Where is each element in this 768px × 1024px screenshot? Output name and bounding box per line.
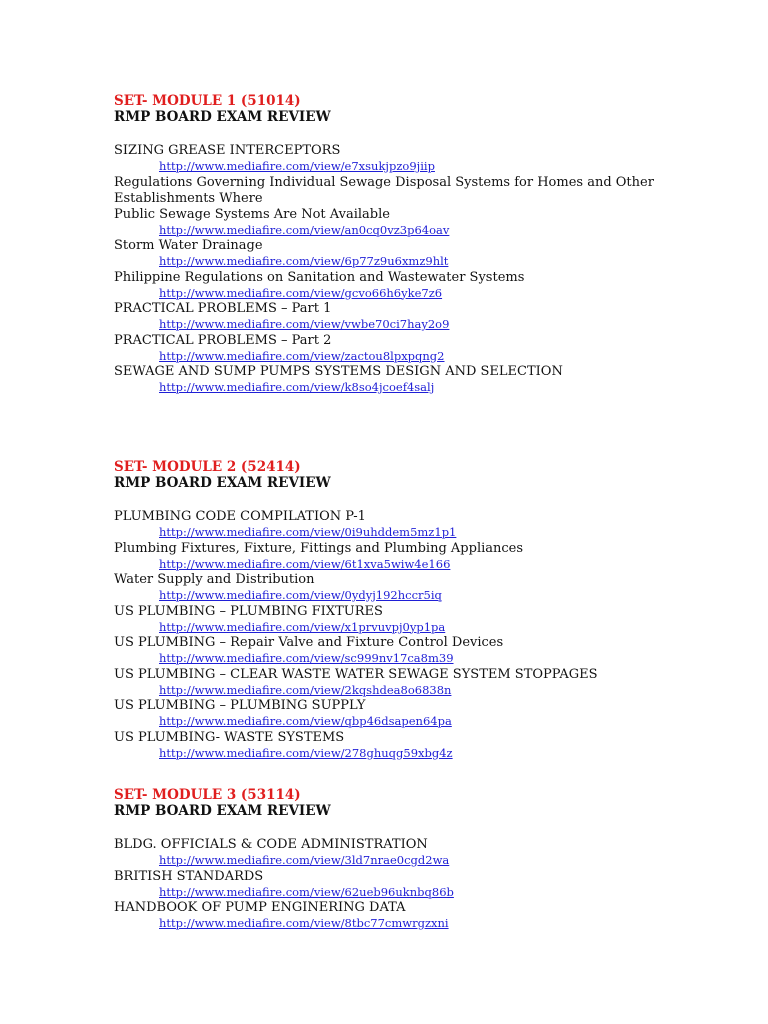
- module-subtitle: RMP BOARD EXAM REVIEW: [114, 109, 331, 125]
- list-item: [114, 175, 724, 207]
- list-item: [114, 900, 724, 932]
- item-link[interactable]: http://www.mediafire.com/view/62ueb96uknbq86b: [159, 884, 454, 899]
- item-link[interactable]: http://www.mediafire.com/view/an0cq0vz3p64oav: [159, 222, 450, 237]
- item-title: SIZING GREASE INTERCEPTORS: [114, 143, 341, 158]
- list-item: [114, 635, 724, 667]
- spacer: [114, 819, 724, 837]
- item-title: Regulations Governing Individual Sewage Disposal Systems for Homes and Other Establishments Where: [114, 174, 654, 206]
- spacer: [114, 491, 724, 509]
- list-item: [114, 667, 724, 699]
- item-link[interactable]: http://www.mediafire.com/view/gcvo66h6yke7z6: [159, 285, 443, 300]
- list-item: [114, 270, 724, 302]
- list-item: [114, 698, 724, 730]
- item-link[interactable]: http://www.mediafire.com/view/2kqshdea8o6838n: [159, 682, 452, 697]
- item-link[interactable]: http://www.mediafire.com/view/8tbc77cmwrgzxni: [159, 916, 449, 930]
- item-title: BLDG. OFFICIALS & CODE ADMINISTRATION: [114, 837, 428, 852]
- list-item: [114, 509, 724, 541]
- item-title: US PLUMBING – Repair Valve and Fixture Control Devices: [114, 635, 504, 650]
- item-title: Philippine Regulations on Sanitation and Wastewater Systems: [114, 269, 525, 285]
- item-title: Water Supply and Distribution: [114, 572, 315, 587]
- list-item: [114, 364, 724, 396]
- list-item: [114, 333, 724, 365]
- item-link[interactable]: http://www.mediafire.com/view/k8so4jcoef4salj: [159, 380, 435, 394]
- item-link[interactable]: http://www.mediafire.com/view/6p77z9u6xmz9hlt: [159, 254, 449, 268]
- list-item: [114, 301, 724, 333]
- item-link[interactable]: http://www.mediafire.com/view/x1prvuvpj0yp1pa: [159, 619, 446, 634]
- item-link[interactable]: http://www.mediafire.com/view/qbp46dsapen64pa: [159, 714, 452, 728]
- list-item: [114, 143, 724, 175]
- item-title: PLUMBING CODE COMPILATION P-1: [114, 509, 366, 524]
- item-title: BRITISH STANDARDS: [114, 868, 264, 884]
- item-title: Public Sewage Systems Are Not Available: [114, 206, 390, 222]
- item-link[interactable]: http://www.mediafire.com/view/e7xsukjpzo9jiip: [159, 159, 435, 173]
- module-1-section: [114, 93, 724, 396]
- item-link[interactable]: http://www.mediafire.com/view/vwbe70ci7hay2o9: [159, 317, 450, 331]
- module-subtitle: RMP BOARD EXAM REVIEW: [114, 803, 331, 819]
- item-title: US PLUMBING- WASTE SYSTEMS: [114, 729, 345, 745]
- module-2-section: [114, 459, 724, 761]
- list-item: [114, 541, 724, 573]
- list-item: [114, 837, 724, 869]
- list-item: [114, 238, 724, 270]
- item-title: PRACTICAL PROBLEMS – Part 1: [114, 301, 332, 316]
- item-link[interactable]: http://www.mediafire.com/view/3ld7nrae0cgd2wa: [159, 853, 450, 867]
- item-title: US PLUMBING – PLUMBING FIXTURES: [114, 603, 383, 619]
- list-item: [114, 572, 724, 604]
- item-title: SEWAGE AND SUMP PUMPS SYSTEMS DESIGN AND SELECTION: [114, 364, 563, 379]
- item-link[interactable]: http://www.mediafire.com/view/zactou8lpxpqng2: [159, 348, 445, 363]
- list-item: [114, 604, 724, 636]
- module-3-section: [114, 787, 724, 932]
- module-title: SET- MODULE 3 (53114): [114, 787, 301, 803]
- module-title: SET- MODULE 2 (52414): [114, 459, 301, 475]
- item-title: Storm Water Drainage: [114, 238, 263, 253]
- list-item: [114, 869, 724, 901]
- module-subtitle: RMP BOARD EXAM REVIEW: [114, 475, 331, 491]
- item-title: US PLUMBING – CLEAR WASTE WATER SEWAGE SYSTEM STOPPAGES: [114, 666, 598, 682]
- list-item: [114, 730, 724, 762]
- item-link[interactable]: http://www.mediafire.com/view/sc999nv17ca8m39: [159, 651, 454, 665]
- item-title: US PLUMBING – PLUMBING SUPPLY: [114, 698, 366, 713]
- item-link[interactable]: http://www.mediafire.com/view/0i9uhddem5mz1p1: [159, 525, 457, 539]
- spacer: [114, 125, 724, 143]
- item-link[interactable]: http://www.mediafire.com/view/278ghuqg59xbg4z: [159, 745, 453, 760]
- list-item: [114, 207, 724, 239]
- item-link[interactable]: http://www.mediafire.com/view/0ydyj192hccr5iq: [159, 588, 442, 602]
- module-title: SET- MODULE 1 (51014): [114, 93, 301, 109]
- item-title: PRACTICAL PROBLEMS – Part 2: [114, 332, 332, 348]
- item-title: HANDBOOK OF PUMP ENGINERING DATA: [114, 900, 406, 915]
- item-link[interactable]: http://www.mediafire.com/view/6t1xva5wiw4e166: [159, 556, 451, 571]
- item-title: Plumbing Fixtures, Fixture, Fittings and Plumbing Appliances: [114, 540, 524, 556]
